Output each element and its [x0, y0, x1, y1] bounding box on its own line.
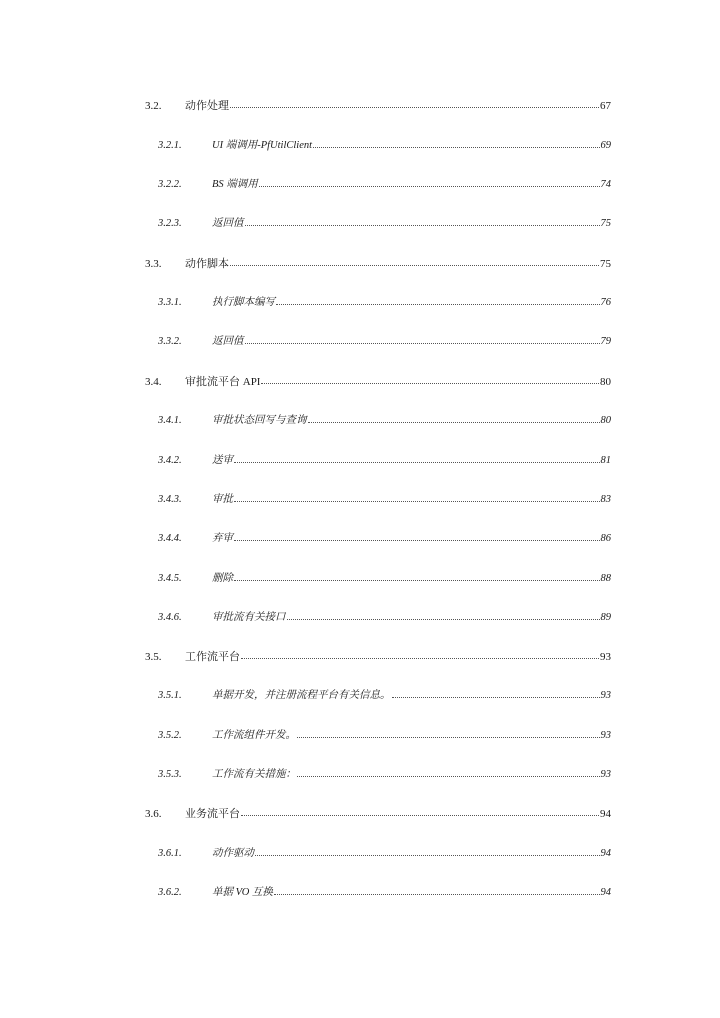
toc-title: 审批流平台 API: [185, 376, 261, 388]
toc-page-number: 80: [600, 415, 611, 426]
toc-page-number: 93: [600, 651, 611, 663]
toc-page-number: 94: [600, 848, 611, 859]
dot-leader: [230, 107, 599, 108]
dot-leader: [234, 540, 600, 541]
toc-number: 3.5.1.: [158, 690, 182, 701]
toc-title: 业务流平台: [185, 808, 240, 820]
toc-title: 返回值: [212, 336, 244, 347]
toc-number: 3.4.3.: [158, 494, 182, 505]
dot-leader: [241, 815, 599, 816]
toc-page-number: 94: [600, 887, 611, 898]
toc-number: 3.4.5.: [158, 573, 182, 584]
toc-entry-3-4[interactable]: [145, 373, 611, 391]
toc-page-number: 93: [600, 690, 611, 701]
toc-number: 3.2.: [145, 100, 162, 112]
toc-title: 删除: [212, 573, 233, 584]
dot-leader: [234, 580, 600, 581]
toc-number: 3.4.2.: [158, 455, 182, 466]
dot-leader: [308, 422, 600, 423]
dot-leader: [234, 462, 600, 463]
toc-page-number: 94: [600, 808, 611, 820]
toc-title: 审批状态回写与查询: [212, 415, 307, 426]
toc-entry-3-3[interactable]: [145, 255, 611, 273]
toc-title: 工作流平台: [185, 651, 240, 663]
toc-entry-3-4-1[interactable]: [158, 412, 611, 430]
dot-leader: [234, 501, 600, 502]
dot-leader: [245, 225, 600, 226]
toc-entry-3-4-2[interactable]: [158, 452, 611, 470]
toc-title: 审批: [212, 494, 233, 505]
dot-leader: [297, 737, 600, 738]
toc-number: 3.4.4.: [158, 533, 182, 544]
dot-leader: [297, 776, 600, 777]
toc-title: 工作流组件开发。: [212, 730, 296, 741]
toc-title: 审批流有关接口: [212, 612, 286, 623]
toc-number: 3.5.: [145, 651, 162, 663]
toc-number: 3.4.1.: [158, 415, 182, 426]
toc-entry-3-4-6[interactable]: [158, 609, 611, 627]
toc-page-number: 76: [600, 297, 611, 308]
toc-entry-3-4-5[interactable]: [158, 570, 611, 588]
toc-entry-3-2[interactable]: [145, 97, 611, 115]
toc-entry-3-2-3[interactable]: [158, 215, 611, 233]
toc-title: 动作处理: [185, 100, 229, 112]
toc-entry-3-6[interactable]: [145, 805, 611, 823]
dot-leader: [313, 147, 599, 148]
dot-leader: [241, 658, 599, 659]
toc-number: 3.5.3.: [158, 769, 182, 780]
toc-title: 动作驱动: [212, 848, 254, 859]
toc-page-number: 83: [600, 494, 611, 505]
dot-leader: [392, 697, 600, 698]
toc-title: BS 端调用: [212, 179, 258, 190]
dot-leader: [276, 304, 600, 305]
toc-title: 返回值: [212, 218, 244, 229]
toc-entry-3-4-3[interactable]: [158, 491, 611, 509]
toc-number: 3.3.1.: [158, 297, 182, 308]
toc-page-number: 74: [600, 179, 611, 190]
toc-number: 3.4.6.: [158, 612, 182, 623]
toc-page-number: 69: [600, 140, 611, 151]
toc-number: 3.6.: [145, 808, 162, 820]
toc-number: 3.6.1.: [158, 848, 182, 859]
toc-entry-3-5-1[interactable]: [158, 687, 611, 705]
dot-leader: [245, 343, 600, 344]
toc-number: 3.4.: [145, 376, 162, 388]
toc-page-number: 75: [600, 258, 611, 270]
dot-leader: [255, 855, 600, 856]
toc-entry-3-4-4[interactable]: [158, 530, 611, 548]
toc-number: 3.3.: [145, 258, 162, 270]
toc-title: 单据 VO 互换: [212, 887, 273, 898]
toc-number: 3.3.2.: [158, 336, 182, 347]
toc-entry-3-6-1[interactable]: [158, 845, 611, 863]
toc-page-number: 88: [600, 573, 611, 584]
toc-entry-3-5-3[interactable]: [158, 766, 611, 784]
dot-leader: [287, 619, 600, 620]
toc-number: 3.5.2.: [158, 730, 182, 741]
toc-entry-3-5[interactable]: [145, 648, 611, 666]
toc-title: 执行脚本编写: [212, 297, 275, 308]
toc-title: 送审: [212, 455, 233, 466]
toc-number: 3.6.2.: [158, 887, 182, 898]
toc-entry-3-5-2[interactable]: [158, 727, 611, 745]
toc-entry-3-3-1[interactable]: [158, 294, 611, 312]
toc-page-number: 81: [600, 455, 611, 466]
toc-title: 动作脚本: [185, 258, 229, 270]
toc-page-number: 93: [600, 769, 611, 780]
toc-number: 3.2.2.: [158, 179, 182, 190]
dot-leader: [259, 186, 600, 187]
toc-page-number: 89: [600, 612, 611, 623]
toc-title: 单据开发，并注册流程平台有关信息。: [212, 690, 391, 701]
toc-page-number: 79: [600, 336, 611, 347]
toc-title: 工作流有关措施：: [212, 769, 296, 780]
dot-leader: [230, 265, 599, 266]
toc-entry-3-3-2[interactable]: [158, 333, 611, 351]
toc-page-number: 75: [600, 218, 611, 229]
dot-leader: [261, 383, 599, 384]
toc-entry-3-2-2[interactable]: [158, 176, 611, 194]
toc-entry-3-2-1[interactable]: [158, 137, 611, 155]
toc-page-number: 80: [600, 376, 611, 388]
toc-page-number: 67: [600, 100, 611, 112]
dot-leader: [274, 894, 600, 895]
toc-title: UI 端调用-PfUtilClient: [212, 140, 313, 151]
toc-number: 3.2.1.: [158, 140, 182, 151]
toc-title: 弃审: [212, 533, 233, 544]
toc-number: 3.2.3.: [158, 218, 182, 229]
toc-entry-3-6-2[interactable]: [158, 884, 611, 902]
toc-page-number: 93: [600, 730, 611, 741]
toc-page-number: 86: [600, 533, 611, 544]
